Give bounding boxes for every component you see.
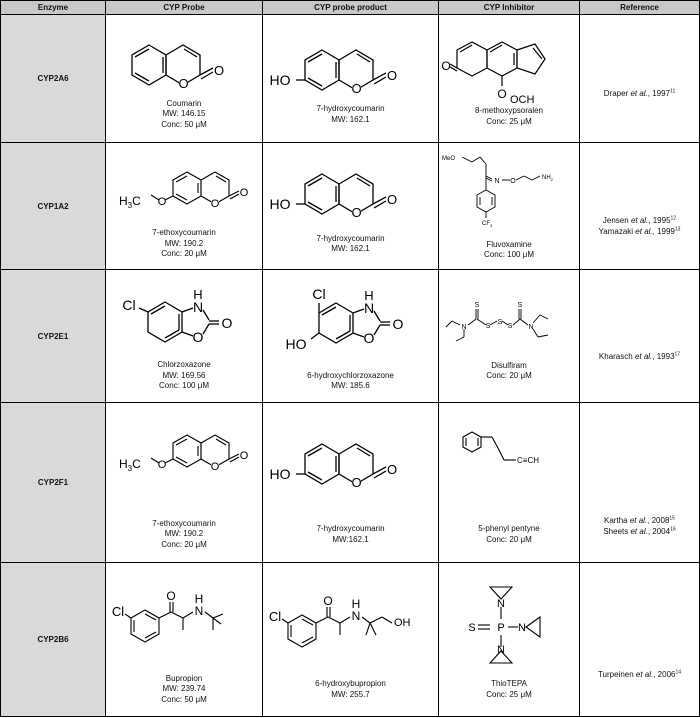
probe-mw: MW: 190.2 [164, 238, 204, 248]
header-row [1, 1, 700, 15]
svg-text:S: S [485, 322, 491, 330]
probe-name: Coumarin [166, 98, 202, 108]
enzyme-cell: CYP2E1 [1, 270, 106, 403]
probe-mw: MW: 190.2 [164, 529, 204, 539]
probe-cell [106, 403, 263, 563]
probe-name: Bupropion [165, 673, 203, 683]
inhibitor-name: 5-phenyl pentyne [478, 524, 540, 533]
table-row [1, 143, 700, 270]
inhibitor-conc: Conc: 20 μM [486, 371, 532, 380]
product-mw: MW:162.1 [332, 534, 369, 544]
header-enzyme: Enzyme [1, 1, 106, 15]
svg-text:O: O [386, 68, 397, 83]
probe-conc: Conc: 20 μM [161, 249, 207, 259]
product-name: 7-hydroxycoumarin [316, 104, 385, 113]
probe-cell [106, 15, 263, 143]
header-reference: Reference [580, 1, 700, 15]
inhibitor-cell [439, 563, 580, 717]
svg-text:S: S [517, 301, 523, 309]
reference-cell [580, 270, 700, 403]
svg-text:HO: HO [285, 335, 306, 352]
svg-text:C≡CH: C≡CH [517, 456, 539, 465]
svg-text:N: N [497, 644, 505, 656]
product-cell [263, 563, 439, 717]
svg-text:S: S [497, 318, 503, 326]
svg-text:O: O [386, 191, 397, 207]
svg-text:NH2: $NH_2$ [542, 174, 553, 182]
svg-text:O: O [221, 315, 233, 332]
probe-mw: MW: 146.15 [162, 109, 206, 119]
product-name: 6-hydroxybupropion [315, 679, 386, 688]
phenylpentyne-structure [440, 420, 578, 524]
probe-conc: Conc: 50 μM [161, 694, 207, 704]
inhibitor-conc: Conc: 25 μM [486, 116, 532, 126]
svg-text:OH: OH [393, 617, 410, 629]
svg-text:N: N [497, 598, 505, 610]
ethoxycoumarin-structure [109, 415, 259, 519]
svg-text:Cl: Cl [111, 603, 125, 619]
svg-text:P: P [497, 622, 505, 634]
probe-mw: MW: 239.74 [162, 684, 206, 694]
fluvoxamine-structure [440, 152, 578, 240]
svg-text:O: O [239, 449, 249, 462]
reference-line: Kartha et al., 2008$^{15}$ [604, 514, 675, 525]
probe-name: Chlorzoxazone [157, 360, 211, 370]
table-row [1, 15, 700, 143]
product-name: 7-hydroxycoumarin [316, 233, 385, 243]
reference-cell [580, 143, 700, 270]
probe-conc: Conc: 20 μM [161, 539, 207, 549]
svg-text:N: N [194, 603, 204, 618]
svg-text:N: N [363, 299, 374, 316]
product-name: 6-hydroxychlorzoxazone [307, 370, 394, 380]
svg-text:O: O [350, 475, 362, 490]
thiotepa-structure [440, 579, 578, 679]
probe-cell [106, 563, 263, 717]
svg-text:O: O [441, 59, 451, 73]
hydroxycoumarin-structure [266, 420, 436, 524]
inhibitor-name: ThioTEPA [491, 679, 527, 688]
disulfiram-structure [440, 291, 578, 361]
table-row [1, 270, 700, 403]
table-row [1, 403, 700, 563]
reference-line: Draper et al., 1997$^{11}$ [603, 88, 676, 98]
coumarin-structure [109, 27, 259, 99]
svg-text:H: H [351, 597, 360, 611]
svg-text:N: N [518, 622, 526, 634]
svg-text:O: O [178, 75, 189, 91]
table-row [1, 563, 700, 717]
svg-text:O: O [322, 594, 333, 608]
inhibitor-name: Fluvoxamine [486, 239, 532, 249]
svg-text:N: N [461, 323, 467, 331]
ethoxycoumarin-structure [109, 152, 259, 228]
inhibitor-conc: Conc: 100 μM [484, 250, 534, 259]
svg-text:MeO: MeO [442, 155, 456, 162]
chlorzoxazone-structure [109, 280, 259, 360]
inhibitor-name: 8-methoxypsoralen [474, 106, 544, 115]
product-cell [263, 15, 439, 143]
svg-text:S: S [468, 622, 476, 634]
probe-name: 7-ethoxycoumarin [152, 228, 216, 238]
reference-cell [580, 15, 700, 143]
inhibitor-cell [439, 270, 580, 403]
header-probe: CYP Probe [106, 1, 263, 15]
enzyme-cell: CYP1A2 [1, 143, 106, 270]
bupropion-structure [109, 574, 259, 674]
svg-text:O: O [210, 198, 220, 211]
reference-line: Kharasch et al., 1993$^{17}$ [598, 350, 681, 361]
svg-text:O: O [213, 62, 225, 78]
svg-text:N: N [494, 177, 500, 185]
svg-text:OCH: OCH [510, 94, 535, 106]
svg-text:N: N [192, 299, 204, 316]
reference-line: Yamazaki et al., 1999$^{13}$ [598, 226, 681, 236]
svg-text:O: O [166, 588, 176, 603]
methoxypsoralen-structure [440, 30, 578, 106]
reference-line: Turpeinen et al., 2006$^{14}$ [597, 669, 682, 679]
probe-mw: MW: 169.56 [162, 370, 206, 380]
inhibitor-cell [439, 403, 580, 563]
svg-text:O: O [510, 177, 516, 185]
svg-text:Cl: Cl [122, 297, 136, 314]
svg-text:N: N [528, 323, 534, 331]
inhibitor-cell [439, 15, 580, 143]
inhibitor-name: Disulfiram [491, 360, 527, 370]
product-cell [263, 143, 439, 270]
reference-cell [580, 403, 700, 563]
reference-cell [580, 563, 700, 717]
svg-text:S: S [507, 322, 513, 330]
svg-text:Cl: Cl [268, 609, 281, 624]
hydroxychlorzoxazone-structure [266, 281, 436, 371]
svg-text:N: N [351, 609, 360, 623]
svg-text:O: O [157, 458, 167, 471]
inhibitor-conc: Conc: 25 μM [486, 689, 532, 699]
product-mw: MW: 162.1 [331, 114, 370, 124]
product-name: 7-hydroxycoumarin [316, 524, 385, 533]
hydroxycoumarin-structure [266, 158, 436, 234]
inhibitor-conc: Conc: 20 μM [486, 534, 532, 544]
svg-text:O: O [192, 329, 204, 346]
enzyme-cell: CYP2A6 [1, 15, 106, 143]
hydroxycoumarin-structure [266, 32, 436, 104]
product-cell [263, 403, 439, 563]
product-cell [263, 270, 439, 403]
svg-text:H: H [363, 287, 374, 303]
product-mw: MW: 255.7 [331, 689, 370, 699]
hydroxybupropion-structure [266, 579, 436, 679]
svg-text:O: O [497, 87, 507, 101]
svg-text:CF3: $CF_3$ [482, 220, 493, 228]
svg-text:HO: HO [269, 466, 290, 482]
svg-text:Cl: Cl [311, 285, 326, 302]
probe-name: 7-ethoxycoumarin [152, 518, 216, 528]
svg-text:O: O [350, 81, 362, 96]
svg-text:HO: HO [269, 195, 290, 212]
reference-line: Jensen et al., 1995$^{12}$ [602, 215, 677, 225]
svg-text:O: O [386, 462, 397, 477]
svg-text:O: O [210, 460, 220, 473]
svg-text:O: O [157, 196, 167, 209]
svg-text:HO: HO [269, 72, 290, 88]
probe-cell [106, 143, 263, 270]
probe-conc: Conc: 50 μM [161, 119, 207, 129]
svg-text:O: O [350, 204, 362, 220]
product-mw: MW: 185.6 [331, 381, 370, 390]
inhibitor-cell [439, 143, 580, 270]
svg-text:H3C: $H_3C$ [119, 456, 141, 473]
enzyme-cell: CYP2B6 [1, 563, 106, 717]
probe-conc: Conc: 100 μM [159, 381, 209, 391]
enzyme-cell: CYP2F1 [1, 403, 106, 563]
reference-line: Sheets et al., 2004$^{16}$ [603, 525, 676, 536]
svg-text:H: H [193, 287, 203, 303]
product-mw: MW: 162.1 [331, 244, 370, 253]
header-inhibitor: CYP Inhibitor [439, 1, 580, 15]
probe-cell [106, 270, 263, 403]
svg-text:O: O [392, 315, 403, 332]
svg-text:O: O [239, 187, 249, 200]
svg-text:H: H [194, 591, 204, 606]
svg-text:O: O [363, 329, 374, 346]
svg-text:H3C: $H_3C$ [119, 194, 141, 211]
header-product: CYP probe product [263, 1, 439, 15]
svg-text:S: S [474, 301, 480, 309]
